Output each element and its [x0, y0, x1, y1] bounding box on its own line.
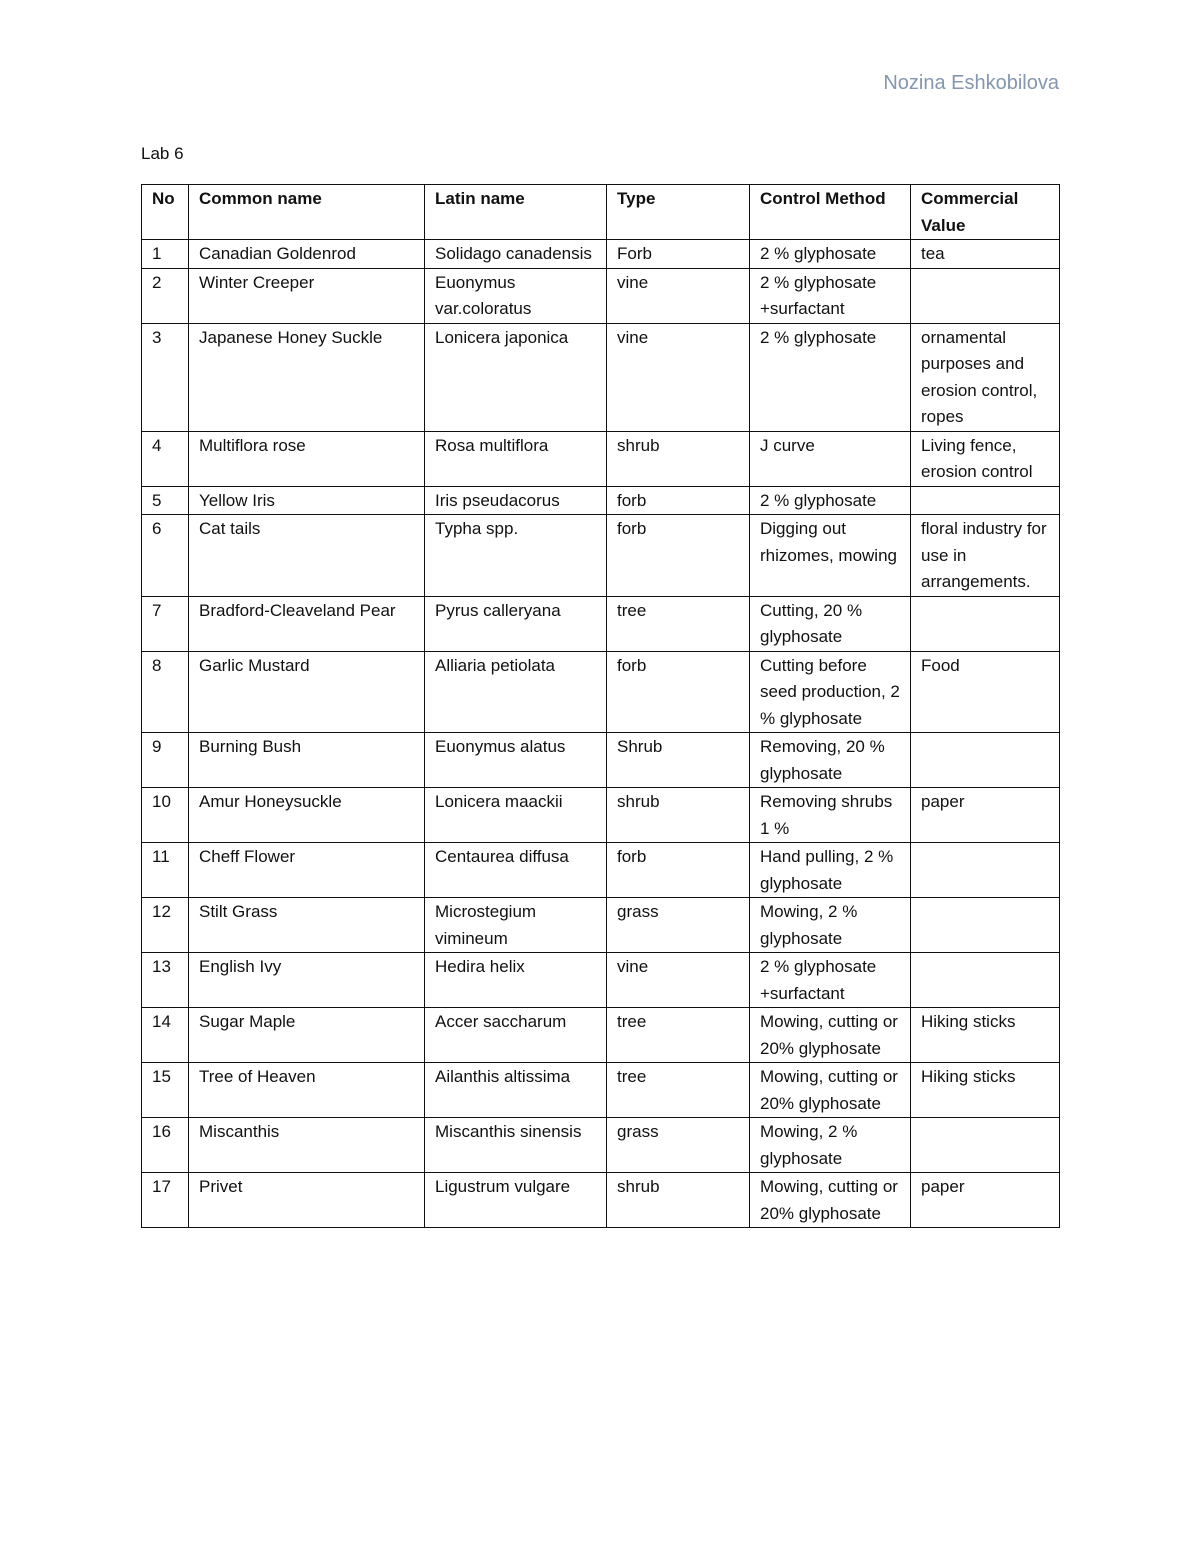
- cell-common-name: Miscanthis: [189, 1118, 425, 1173]
- cell-type: forb: [607, 486, 750, 515]
- cell-no: 3: [142, 323, 189, 431]
- cell-commercial-value: Food: [911, 651, 1060, 733]
- cell-latin-name: Hedira helix: [425, 953, 607, 1008]
- column-header-common-name: Common name: [189, 185, 425, 240]
- table-row: [142, 953, 1060, 1008]
- table-row: [142, 1063, 1060, 1118]
- table-row: [142, 788, 1060, 843]
- table-row: [142, 733, 1060, 788]
- cell-common-name: Yellow Iris: [189, 486, 425, 515]
- cell-type: forb: [607, 843, 750, 898]
- cell-latin-name: Typha spp.: [425, 515, 607, 597]
- cell-control-method: Mowing, cutting or 20% glyphosate: [750, 1063, 911, 1118]
- cell-control-method: Removing, 20 % glyphosate: [750, 733, 911, 788]
- table-row: [142, 431, 1060, 486]
- cell-commercial-value: [911, 898, 1060, 953]
- column-header-no: No: [142, 185, 189, 240]
- cell-commercial-value: [911, 486, 1060, 515]
- column-header-commercial-value: Commercial Value: [911, 185, 1060, 240]
- cell-common-name: English Ivy: [189, 953, 425, 1008]
- cell-type: vine: [607, 323, 750, 431]
- cell-common-name: Cheff Flower: [189, 843, 425, 898]
- cell-latin-name: Ligustrum vulgare: [425, 1173, 607, 1228]
- cell-commercial-value: floral industry for use in arrangements.: [911, 515, 1060, 597]
- cell-latin-name: Accer saccharum: [425, 1008, 607, 1063]
- table-row: [142, 1173, 1060, 1228]
- cell-commercial-value: [911, 733, 1060, 788]
- table-row: [142, 323, 1060, 431]
- cell-common-name: Winter Creeper: [189, 268, 425, 323]
- cell-control-method: Cutting, 20 % glyphosate: [750, 596, 911, 651]
- cell-latin-name: Ailanthis altissima: [425, 1063, 607, 1118]
- author-name: Nozina Eshkobilova: [883, 72, 1059, 94]
- table-row: [142, 1118, 1060, 1173]
- cell-commercial-value: Hiking sticks: [911, 1063, 1060, 1118]
- cell-common-name: Multiflora rose: [189, 431, 425, 486]
- cell-common-name: Stilt Grass: [189, 898, 425, 953]
- column-header-control-method: Control Method: [750, 185, 911, 240]
- cell-type: vine: [607, 268, 750, 323]
- cell-latin-name: Lonicera japonica: [425, 323, 607, 431]
- cell-no: 14: [142, 1008, 189, 1063]
- cell-control-method: Mowing, 2 % glyphosate: [750, 1118, 911, 1173]
- cell-no: 1: [142, 240, 189, 269]
- cell-control-method: 2 % glyphosate: [750, 486, 911, 515]
- cell-common-name: Privet: [189, 1173, 425, 1228]
- cell-latin-name: Rosa multiflora: [425, 431, 607, 486]
- cell-latin-name: Euonymus alatus: [425, 733, 607, 788]
- cell-latin-name: Solidago canadensis: [425, 240, 607, 269]
- cell-no: 6: [142, 515, 189, 597]
- cell-no: 16: [142, 1118, 189, 1173]
- table-row: [142, 898, 1060, 953]
- cell-commercial-value: paper: [911, 1173, 1060, 1228]
- cell-commercial-value: [911, 1118, 1060, 1173]
- cell-no: 12: [142, 898, 189, 953]
- cell-control-method: Cutting before seed production, 2 % glyphosate: [750, 651, 911, 733]
- cell-control-method: Mowing, 2 % glyphosate: [750, 898, 911, 953]
- cell-no: 7: [142, 596, 189, 651]
- cell-no: 5: [142, 486, 189, 515]
- cell-control-method: Mowing, cutting or 20% glyphosate: [750, 1008, 911, 1063]
- cell-no: 4: [142, 431, 189, 486]
- cell-control-method: 2 % glyphosate +surfactant: [750, 268, 911, 323]
- cell-type: Forb: [607, 240, 750, 269]
- cell-type: forb: [607, 515, 750, 597]
- document-title: Lab 6: [141, 144, 184, 163]
- cell-common-name: Cat tails: [189, 515, 425, 597]
- cell-latin-name: Alliaria petiolata: [425, 651, 607, 733]
- cell-no: 15: [142, 1063, 189, 1118]
- cell-latin-name: Centaurea diffusa: [425, 843, 607, 898]
- cell-control-method: J curve: [750, 431, 911, 486]
- cell-commercial-value: [911, 596, 1060, 651]
- cell-commercial-value: tea: [911, 240, 1060, 269]
- cell-control-method: 2 % glyphosate +surfactant: [750, 953, 911, 1008]
- cell-common-name: Garlic Mustard: [189, 651, 425, 733]
- cell-common-name: Amur Honeysuckle: [189, 788, 425, 843]
- table-row: [142, 596, 1060, 651]
- cell-common-name: Sugar Maple: [189, 1008, 425, 1063]
- cell-control-method: Removing shrubs 1 %: [750, 788, 911, 843]
- cell-no: 9: [142, 733, 189, 788]
- table-row: [142, 1008, 1060, 1063]
- cell-latin-name: Pyrus calleryana: [425, 596, 607, 651]
- cell-commercial-value: [911, 953, 1060, 1008]
- cell-no: 13: [142, 953, 189, 1008]
- cell-control-method: 2 % glyphosate: [750, 240, 911, 269]
- column-header-latin-name: Latin name: [425, 185, 607, 240]
- cell-type: shrub: [607, 431, 750, 486]
- table-body: [142, 240, 1060, 1228]
- cell-latin-name: Miscanthis sinensis: [425, 1118, 607, 1173]
- cell-common-name: Tree of Heaven: [189, 1063, 425, 1118]
- cell-no: 17: [142, 1173, 189, 1228]
- cell-common-name: Canadian Goldenrod: [189, 240, 425, 269]
- cell-latin-name: Lonicera maackii: [425, 788, 607, 843]
- cell-commercial-value: ornamental purposes and erosion control, ropes: [911, 323, 1060, 431]
- table-row: [142, 240, 1060, 269]
- cell-no: 11: [142, 843, 189, 898]
- cell-type: forb: [607, 651, 750, 733]
- cell-control-method: 2 % glyphosate: [750, 323, 911, 431]
- cell-no: 2: [142, 268, 189, 323]
- cell-control-method: Hand pulling, 2 % glyphosate: [750, 843, 911, 898]
- cell-type: grass: [607, 1118, 750, 1173]
- cell-common-name: Japanese Honey Suckle: [189, 323, 425, 431]
- cell-latin-name: Euonymus var.coloratus: [425, 268, 607, 323]
- cell-type: grass: [607, 898, 750, 953]
- table-row: [142, 651, 1060, 733]
- cell-type: shrub: [607, 788, 750, 843]
- column-header-type: Type: [607, 185, 750, 240]
- table-row: [142, 268, 1060, 323]
- cell-no: 10: [142, 788, 189, 843]
- cell-commercial-value: Living fence, erosion control: [911, 431, 1060, 486]
- cell-common-name: Bradford-Cleaveland Pear: [189, 596, 425, 651]
- cell-type: tree: [607, 1008, 750, 1063]
- cell-type: vine: [607, 953, 750, 1008]
- cell-no: 8: [142, 651, 189, 733]
- cell-common-name: Burning Bush: [189, 733, 425, 788]
- cell-control-method: Mowing, cutting or 20% glyphosate: [750, 1173, 911, 1228]
- cell-commercial-value: [911, 268, 1060, 323]
- table-row: [142, 515, 1060, 597]
- cell-commercial-value: paper: [911, 788, 1060, 843]
- cell-commercial-value: [911, 843, 1060, 898]
- table-header-row: [142, 185, 1060, 240]
- table-row: [142, 843, 1060, 898]
- invasive-plants-table: [141, 184, 1060, 1228]
- cell-commercial-value: Hiking sticks: [911, 1008, 1060, 1063]
- cell-type: tree: [607, 1063, 750, 1118]
- cell-type: tree: [607, 596, 750, 651]
- cell-latin-name: Microstegium vimineum: [425, 898, 607, 953]
- cell-type: shrub: [607, 1173, 750, 1228]
- cell-latin-name: Iris pseudacorus: [425, 486, 607, 515]
- cell-type: Shrub: [607, 733, 750, 788]
- cell-control-method: Digging out rhizomes, mowing: [750, 515, 911, 597]
- table-row: [142, 486, 1060, 515]
